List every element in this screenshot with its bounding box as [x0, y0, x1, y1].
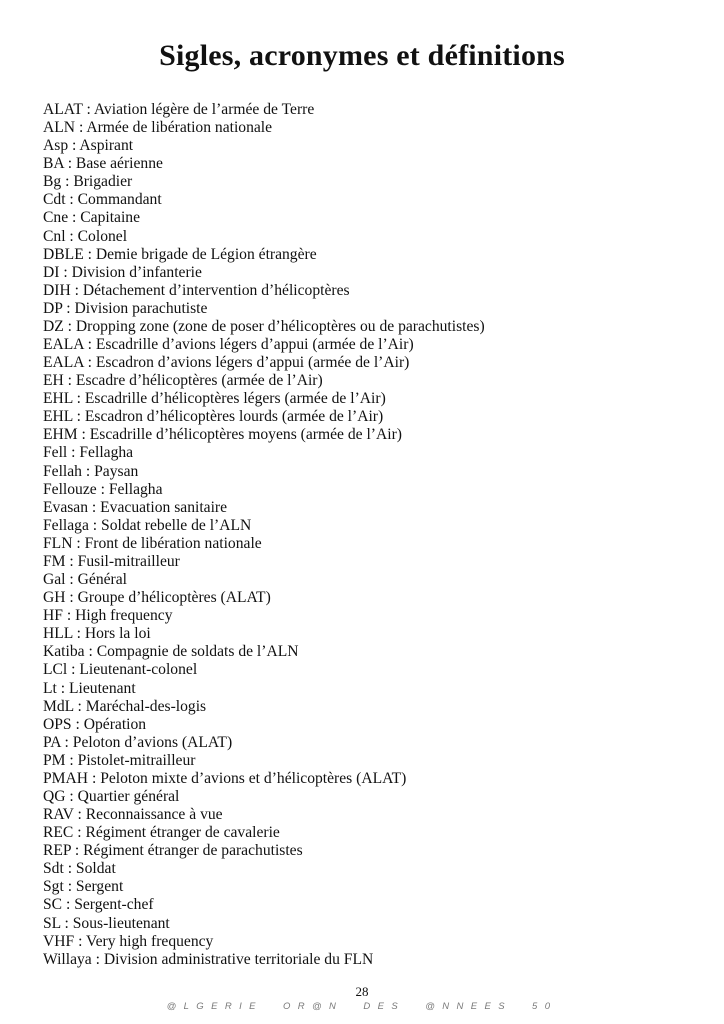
glossary-entry: PMAH : Peloton mixte d’avions et d’hélicoptères (ALAT) [43, 769, 407, 787]
glossary-entry: ALAT : Aviation légère de l’armée de Terre [43, 101, 315, 118]
glossary-entry: Evasan : Evacuation sanitaire [43, 498, 228, 516]
glossary-entry: Sdt : Soldat [43, 860, 116, 878]
glossary-entry: Fellouze : Fellagha [43, 480, 163, 498]
glossary-entry: HLL : Hors la loi [43, 625, 151, 643]
glossary-entry: Katiba : Compagnie de soldats de l’ALN [43, 643, 299, 661]
page-title: Sigles, acronymes et définitions [159, 39, 565, 72]
glossary-entry: FM : Fusil-mitrailleur [43, 552, 180, 570]
glossary-entry: Sgt : Sergent [43, 878, 124, 896]
footer-banner: @LGERIE OR@N DES @NNEES 50 [166, 1001, 558, 1012]
glossary-entry: Asp : Aspirant [43, 137, 134, 155]
glossary-entry: Bg : Brigadier [43, 173, 133, 191]
glossary-entry: EHL : Escadrille d’hélicoptères légers (armée de l’Air) [43, 390, 386, 408]
glossary-entry: Fell : Fellagha [43, 444, 134, 462]
glossary-entry: Cdt : Commandant [43, 191, 162, 209]
glossary-list [43, 101, 683, 969]
glossary-entry: BA : Base aérienne [43, 155, 163, 173]
glossary-entry: DZ : Dropping zone (zone de poser d’hélicoptères ou de parachutistes) [43, 317, 485, 335]
glossary-entry: REC : Régiment étranger de cavalerie [43, 824, 280, 842]
glossary-entry: ALN : Armée de libération nationale [43, 119, 273, 137]
glossary-entry: Willaya : Division administrative territoriale du FLN [43, 950, 374, 968]
glossary-entry: Fellaga : Soldat rebelle de l’ALN [43, 516, 252, 534]
glossary-entry: EHM : Escadrille d’hélicoptères moyens (armée de l’Air) [43, 426, 402, 444]
glossary-entry: EALA : Escadrille d’avions légers d’appui (armée de l’Air) [43, 336, 414, 354]
glossary-entry: QG : Quartier général [43, 787, 180, 805]
glossary-entry: PA : Peloton d’avions (ALAT) [43, 733, 233, 751]
glossary-entry: GH : Groupe d’hélicoptères (ALAT) [43, 589, 271, 607]
glossary-entry: DI : Division d’infanterie [43, 263, 202, 281]
glossary-entry: EHL : Escadron d’hélicoptères lourds (armée de l’Air) [43, 408, 384, 426]
page-number: 28 [355, 984, 369, 999]
glossary-entry: EH : Escadre d’hélicoptères (armée de l’Air) [43, 372, 323, 390]
glossary-entry: Cnl : Colonel [43, 227, 128, 245]
glossary-entry: Fellah : Paysan [43, 462, 139, 480]
glossary-entry: SC : Sergent-chef [43, 896, 154, 914]
glossary-entry: REP : Régiment étranger de parachutistes [43, 842, 303, 860]
glossary-entry: OPS : Opération [43, 715, 147, 733]
glossary-entry: LCl : Lieutenant-colonel [43, 661, 198, 679]
glossary-entry: DIH : Détachement d’intervention d’hélicoptères [43, 281, 350, 299]
glossary-entry: VHF : Very high frequency [43, 932, 214, 950]
glossary-entry: HF : High frequency [43, 607, 173, 625]
glossary-entry: MdL : Maréchal-des-logis [43, 697, 207, 715]
glossary-entry: RAV : Reconnaissance à vue [43, 806, 223, 824]
glossary-entry: Gal : Général [43, 571, 127, 589]
glossary-entry: EALA : Escadron d’avions légers d’appui (armée de l’Air) [43, 354, 410, 372]
glossary-entry: Cne : Capitaine [43, 209, 141, 227]
glossary-entry: PM : Pistolet-mitrailleur [43, 751, 196, 769]
glossary-entry: FLN : Front de libération nationale [43, 534, 262, 552]
glossary-entry: DBLE : Demie brigade de Légion étrangère [43, 245, 317, 263]
glossary-entry: SL : Sous-lieutenant [43, 914, 170, 932]
glossary-entry: Lt : Lieutenant [43, 679, 136, 697]
glossary-entry: DP : Division parachutiste [43, 299, 208, 317]
